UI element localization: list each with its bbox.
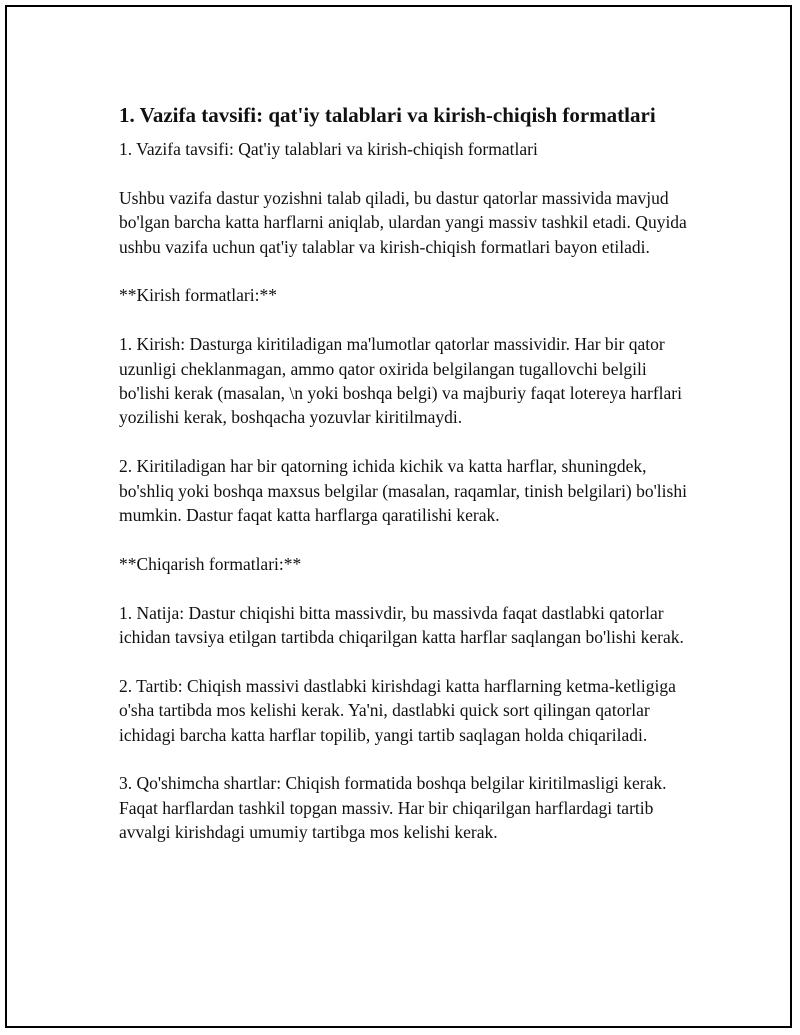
output-item-3: 3. Qo'shimcha shartlar: Chiqish formatida boshqa belgilar kiritilmasligi kerak. Faqat harflardan tashkil topgan massiv. Har bir chiqarilgan harflardagi tartib avvalgi kirishdagi umumiy tartibga mos kelishi kerak. (119, 773, 667, 843)
document-body (119, 102, 699, 869)
input-item-1: 1. Kirish: Dasturga kiritiladigan ma'lumotlar qatorlar massividir. Har bir qator uzunligi cheklanmagan, ammo qator oxirida belgilangan tugallovchi belgili bo'lishi kerak (masalan, \n yoki boshqa belgi) va majburiy faqat lotereya harflari yozilishi kerak, boshqacha yozuvlar kiritilmaydi. (119, 334, 682, 428)
intro-paragraph: Ushbu vazifa dastur yozishni talab qiladi, bu dastur qatorlar massivida mavjud bo'lgan barcha katta harflarni aniqlab, ulardan yangi massiv tashkil etadi. Quyida ushbu vazifa uchun qat'iy talablar va kirish-chiqish formatlari bayon etiladi. (119, 187, 687, 257)
output-item-2: 2. Tartib: Chiqish massivi dastlabki kirishdagi katta harflarning ketma-ketligiga o'sha tartibda mos kelishi kerak. Ya'ni, dastlabki quick sort qilingan qatorlar ichidagi barcha katta harflar topilib, yangi tartib saqlagan holda chiqariladi. (119, 675, 676, 745)
input-item-2: 2. Kiritiladigan har bir qatorning ichida kichik va katta harflar, shuningdek, bo'shliq yoki boshqa maxsus belgilar (masalan, raqamlar, tinish belgilari) bo'lishi mumkin. Dastur faqat katta harflarga qaratilishi kerak. (119, 456, 687, 526)
input-formats-heading: **Kirish formatlari:** (119, 285, 277, 306)
output-formats-heading: **Chiqarish formatlari:** (119, 553, 302, 574)
output-item-1: 1. Natija: Dastur chiqishi bitta massivdir, bu massivda faqat dastlabki qatorlar ichidan tavsiya etilgan tartibda chiqarilgan katta harflar saqlangan bo'lishi kerak. (119, 602, 684, 648)
document-title: 1. Vazifa tavsifi: qat'iy talablari va kirish-chiqish formatlari (119, 103, 656, 127)
subtitle-paragraph: 1. Vazifa tavsifi: Qat'iy talablari va kirish-chiqish formatlari (119, 139, 538, 159)
page-frame (5, 5, 792, 1028)
